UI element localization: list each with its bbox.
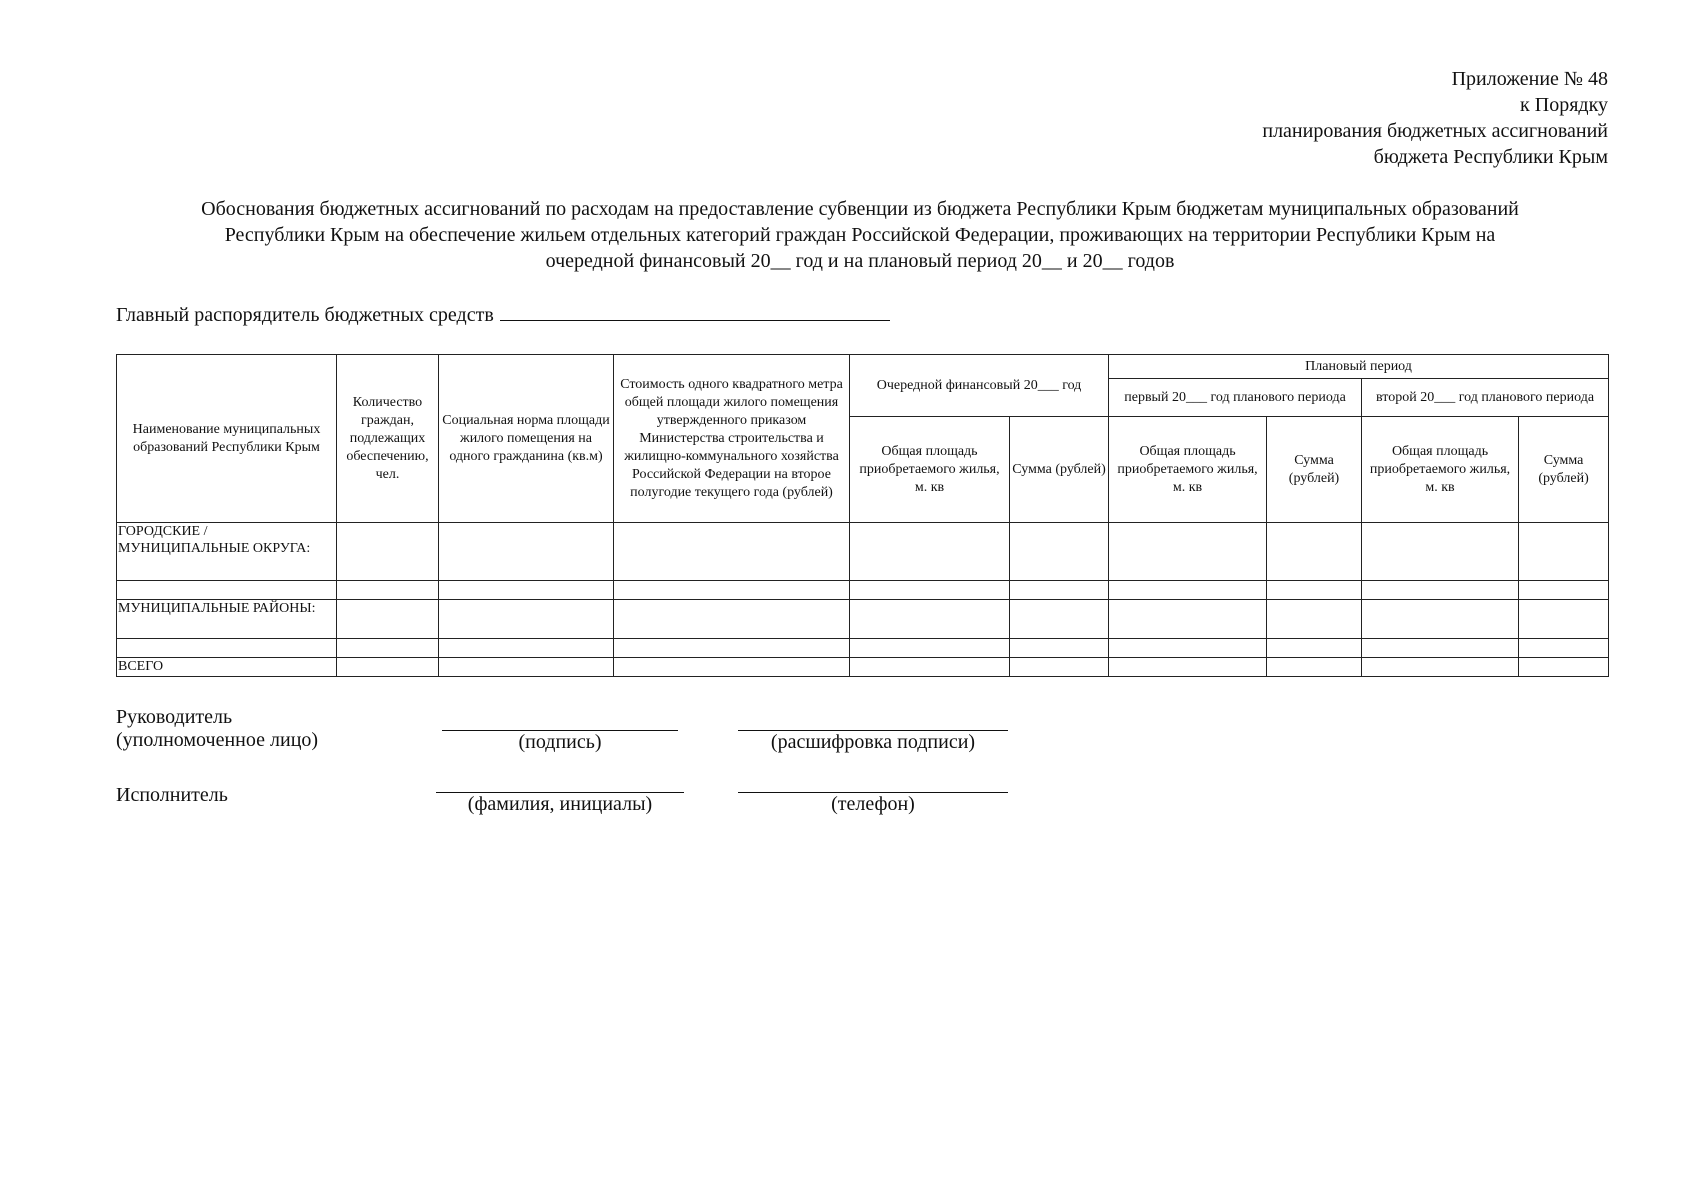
- table-cell[interactable]: [1362, 600, 1519, 639]
- table-cell[interactable]: [1519, 581, 1609, 600]
- table-cell[interactable]: [614, 600, 850, 639]
- table-cell[interactable]: [1267, 600, 1362, 639]
- head-signature-field[interactable]: [442, 730, 678, 754]
- table-cell[interactable]: [1109, 600, 1267, 639]
- executor-phone-field[interactable]: [738, 792, 1008, 816]
- budget-table: [116, 354, 1609, 677]
- table-cell[interactable]: [1010, 600, 1109, 639]
- table-cell[interactable]: [614, 658, 850, 677]
- row-label-blank-2: [117, 639, 337, 658]
- title-line-2: Республики Крым на обеспечение жильем отдельных категорий граждан Российской Федерации, проживающих на территории Республики Крым на: [224, 224, 1496, 246]
- head-label-line-1: Руководитель: [116, 706, 233, 728]
- appendix-ref-budget: бюджета Республики Крым: [1373, 146, 1608, 168]
- table-row: [117, 658, 1609, 677]
- table-cell[interactable]: [850, 639, 1010, 658]
- row-label-urban: ГОРОДСКИЕ /МУНИЦИПАЛЬНЫЕ ОКРУГА:: [117, 523, 337, 581]
- table-cell[interactable]: [337, 658, 439, 677]
- table-cell[interactable]: [1362, 523, 1519, 581]
- table-cell[interactable]: [439, 581, 614, 600]
- header-count: Количество граждан, подлежащих обеспечению, чел.: [337, 355, 439, 523]
- document-title: [110, 196, 1610, 274]
- header-current-sum: Сумма (рублей): [1010, 417, 1109, 523]
- head-decode-field[interactable]: [738, 730, 1008, 754]
- header-norm: Социальная норма площади жилого помещения на одного гражданина (кв.м): [439, 355, 614, 523]
- table-cell[interactable]: [1267, 639, 1362, 658]
- header-first-year: первый 20___ год планового периода: [1109, 379, 1362, 417]
- row-label-blank-1: [117, 581, 337, 600]
- header-planning-period: Плановый период: [1109, 355, 1609, 379]
- table-cell[interactable]: [337, 581, 439, 600]
- table-cell[interactable]: [1519, 658, 1609, 677]
- table-cell[interactable]: [1362, 658, 1519, 677]
- table-cell[interactable]: [1267, 658, 1362, 677]
- title-line-1: Обоснования бюджетных ассигнований по расходам на предоставление субвенции из бюджета Республики Крым бюджетам муниципальных образований: [201, 198, 1519, 220]
- header-name: Наименование муниципальных образований Республики Крым: [117, 355, 337, 523]
- appendix-ref-order: планирования бюджетных ассигнований: [1262, 120, 1608, 142]
- table-cell[interactable]: [614, 523, 850, 581]
- table-row: [117, 639, 1609, 658]
- decode-caption: (расшифровка подписи): [770, 731, 976, 753]
- table-cell[interactable]: [614, 639, 850, 658]
- table-cell[interactable]: [1109, 639, 1267, 658]
- executor-signature-block: [116, 784, 1116, 848]
- executor-label: Исполнитель: [116, 784, 228, 806]
- table-cell[interactable]: [1109, 658, 1267, 677]
- table-cell[interactable]: [1519, 523, 1609, 581]
- table-cell[interactable]: [1109, 581, 1267, 600]
- table-cell[interactable]: [439, 600, 614, 639]
- appendix-header: [1262, 66, 1608, 170]
- signature-section: [116, 706, 1116, 848]
- name-caption: (фамилия, инициалы): [467, 793, 653, 815]
- table-cell[interactable]: [850, 658, 1010, 677]
- chief-manager-label: Главный распорядитель бюджетных средств: [116, 304, 494, 326]
- table-cell[interactable]: [614, 581, 850, 600]
- table-cell[interactable]: [1010, 639, 1109, 658]
- table-row: [117, 523, 1609, 581]
- signature-caption: (подпись): [518, 731, 602, 753]
- table-cell[interactable]: [1109, 523, 1267, 581]
- table-cell[interactable]: [337, 600, 439, 639]
- head-label-line-2: (уполномоченное лицо): [116, 729, 319, 751]
- table-cell[interactable]: [439, 658, 614, 677]
- table-row: [117, 581, 1609, 600]
- table-cell[interactable]: [337, 523, 439, 581]
- table-cell[interactable]: [1010, 523, 1109, 581]
- table-cell[interactable]: [1519, 600, 1609, 639]
- chief-manager-line: [116, 300, 890, 328]
- table-cell[interactable]: [1267, 581, 1362, 600]
- executor-name-field[interactable]: [436, 792, 684, 816]
- header-second-year: второй 20___ год планового периода: [1362, 379, 1609, 417]
- table-cell[interactable]: [1519, 639, 1609, 658]
- phone-caption: (телефон): [831, 793, 915, 815]
- chief-manager-blank[interactable]: [500, 300, 890, 321]
- table-cell[interactable]: [1010, 658, 1109, 677]
- table-cell[interactable]: [1010, 581, 1109, 600]
- table-cell[interactable]: [439, 523, 614, 581]
- table-cell[interactable]: [850, 523, 1010, 581]
- header-first-area: Общая площадь приобретаемого жилья, м. кв: [1109, 417, 1267, 523]
- table-cell[interactable]: [337, 639, 439, 658]
- header-cost: Стоимость одного квадратного метра общей площади жилого помещения утвержденного приказом Министерства строительства и жилищно-коммунального хозяйства Российской Федерации на второе полугодие текущего года (рублей): [614, 355, 850, 523]
- header-first-sum: Сумма (рублей): [1267, 417, 1362, 523]
- header-second-sum: Сумма (рублей): [1519, 417, 1609, 523]
- table-cell[interactable]: [1267, 523, 1362, 581]
- header-current-area: Общая площадь приобретаемого жилья, м. кв: [850, 417, 1010, 523]
- row-label-districts: МУНИЦИПАЛЬНЫЕ РАЙОНЫ:: [117, 600, 337, 639]
- table-cell[interactable]: [1362, 639, 1519, 658]
- header-second-area: Общая площадь приобретаемого жилья, м. кв: [1362, 417, 1519, 523]
- table-row: [117, 600, 1609, 639]
- table-cell[interactable]: [439, 639, 614, 658]
- head-label: [116, 706, 318, 752]
- appendix-number: Приложение № 48: [1451, 68, 1608, 90]
- head-signature-block: [116, 706, 1116, 784]
- title-line-3: очередной финансовый 20__ год и на плановый период 20__ и 20__ годов: [545, 250, 1175, 272]
- table-cell[interactable]: [850, 581, 1010, 600]
- header-current-year: Очередной финансовый 20___ год: [850, 355, 1109, 417]
- table-cell[interactable]: [1362, 581, 1519, 600]
- row-label-total: ВСЕГО: [117, 658, 337, 677]
- table-cell[interactable]: [850, 600, 1010, 639]
- appendix-ref: к Порядку: [1520, 94, 1608, 116]
